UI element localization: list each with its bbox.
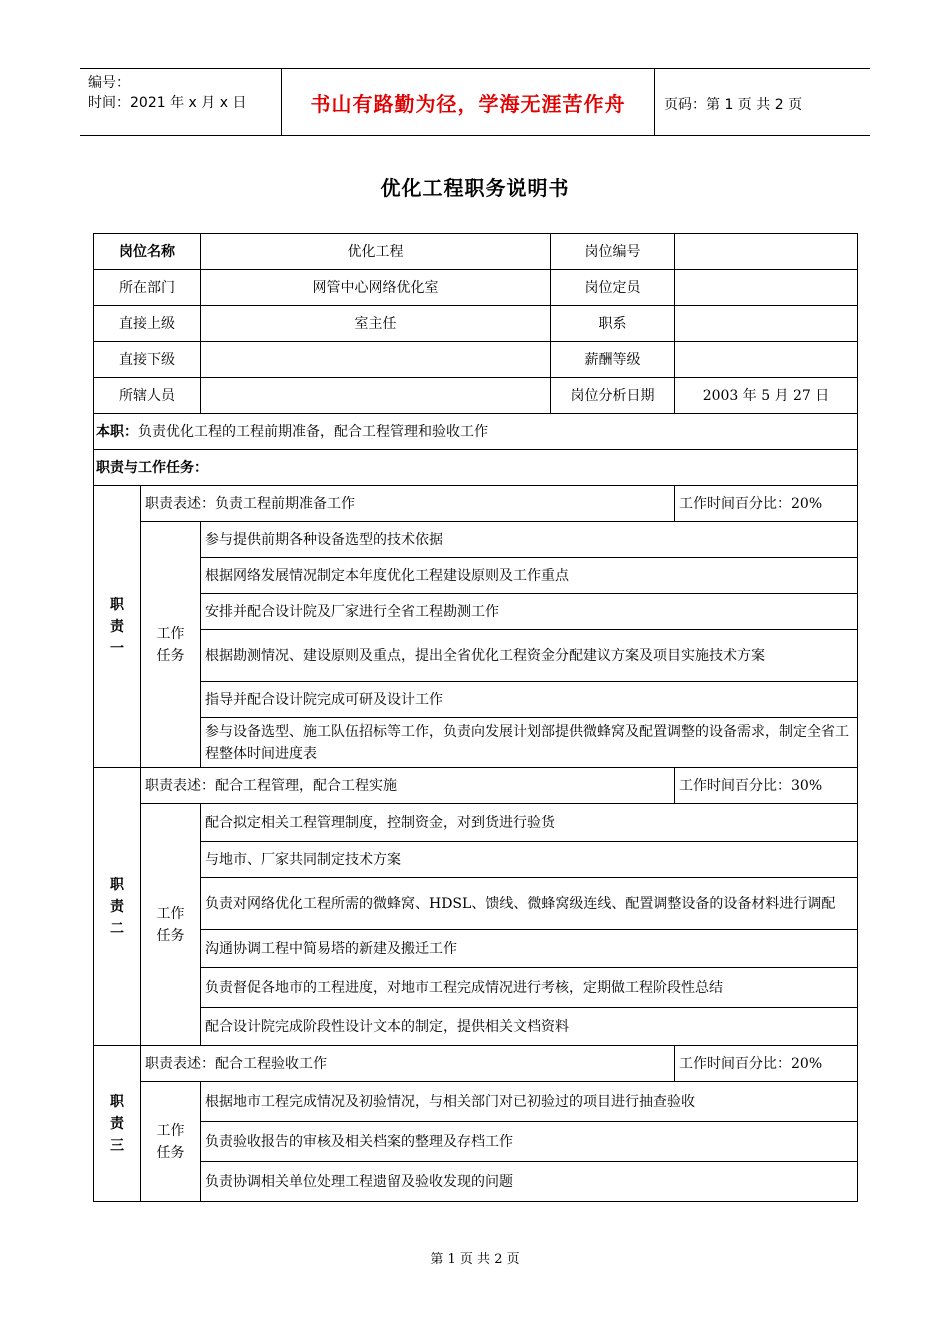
duties-section-label: 职责与工作任务： <box>94 450 858 486</box>
info-value: 2003 年 5 月 27 日 <box>675 378 858 414</box>
task-item: 指导并配合设计院完成可研及设计工作 <box>201 682 858 718</box>
task-row <box>94 718 858 768</box>
info-label: 岗位分析日期 <box>551 378 675 414</box>
task-row <box>94 522 858 558</box>
task-row <box>94 594 858 630</box>
info-value <box>201 342 551 378</box>
info-row <box>94 378 858 414</box>
work-task-label <box>141 522 201 768</box>
task-item: 配合设计院完成阶段性设计文本的制定，提供相关文档资料 <box>201 1008 858 1046</box>
info-row <box>94 306 858 342</box>
task-row <box>94 842 858 878</box>
task-row <box>94 878 858 930</box>
duty-description: 职责表述：配合工程验收工作 <box>141 1046 675 1082</box>
task-item: 根据勘测情况、建设原则及重点，提出全省优化工程资金分配建议方案及项目实施技术方案 <box>201 630 858 682</box>
task-item: 负责对网络优化工程所需的微蜂窝、HDSL、馈线、微蜂窝级连线、配置调整设备的设备材料进行调配 <box>201 878 858 930</box>
work-task-label <box>141 1082 201 1202</box>
duty-description-row <box>94 1046 858 1082</box>
duty-description: 职责表述：配合工程管理，配合工程实施 <box>141 768 675 804</box>
info-value <box>675 234 858 270</box>
task-item: 配合拟定相关工程管理制度，控制资金，对到货进行验货 <box>201 804 858 842</box>
duty-description: 职责表述：负责工程前期准备工作 <box>141 486 675 522</box>
task-item: 负责验收报告的审核及相关档案的整理及存档工作 <box>201 1122 858 1162</box>
info-value: 网管中心网络优化室 <box>201 270 551 306</box>
header-left <box>88 73 246 113</box>
info-value <box>675 270 858 306</box>
main-duty-row <box>94 414 858 450</box>
duty-label-char: 责 <box>110 1115 124 1132</box>
info-row <box>94 234 858 270</box>
info-row <box>94 342 858 378</box>
info-label: 薪酬等级 <box>551 342 675 378</box>
doc-date: 时间：2021 年 x 月 x 日 <box>88 95 247 111</box>
info-label: 岗位编号 <box>551 234 675 270</box>
info-label: 所辖人员 <box>94 378 201 414</box>
task-item: 负责协调相关单位处理工程遗留及验收发现的问题 <box>201 1162 858 1202</box>
main-duty-cell <box>94 414 858 450</box>
duty-time-percent: 工作时间百分比：30% <box>675 768 858 804</box>
page-header <box>80 68 870 136</box>
header-motto-box <box>281 69 655 135</box>
work-task-label <box>141 804 201 1046</box>
info-value <box>201 378 551 414</box>
info-value: 室主任 <box>201 306 551 342</box>
duty-label-char: 职 <box>110 596 124 613</box>
doc-code-label: 编号： <box>88 75 130 91</box>
task-row <box>94 1122 858 1162</box>
info-label: 直接下级 <box>94 342 201 378</box>
main-duty-text: 负责优化工程的工程前期准备，配合工程管理和验收工作 <box>138 423 488 440</box>
main-duty-label: 本职： <box>96 423 138 440</box>
task-row <box>94 682 858 718</box>
duty-label-char: 一 <box>110 640 124 657</box>
task-item: 根据地市工程完成情况及初验情况，与相关部门对已初验过的项目进行抽查验收 <box>201 1082 858 1122</box>
task-row <box>94 630 858 682</box>
motto-text: 书山有路勤为径，学海无涯苦作舟 <box>310 91 626 116</box>
duty-label <box>94 486 141 768</box>
info-row <box>94 270 858 306</box>
duty-description-row <box>94 486 858 522</box>
job-description-table <box>93 233 858 1202</box>
work-task-label-line: 任务 <box>156 647 185 664</box>
info-label: 岗位名称 <box>94 234 201 270</box>
task-row <box>94 1162 858 1202</box>
duty-label-char: 职 <box>110 1093 124 1110</box>
task-row <box>94 1082 858 1122</box>
task-row <box>94 804 858 842</box>
task-item: 与地市、厂家共同制定技术方案 <box>201 842 858 878</box>
work-task-label-line: 任务 <box>156 1144 185 1161</box>
duty-label <box>94 1046 141 1202</box>
work-task-label-line: 工作 <box>156 1122 185 1139</box>
duty-label-char: 二 <box>110 920 124 937</box>
duty-label <box>94 768 141 1046</box>
task-item: 根据网络发展情况制定本年度优化工程建设原则及工作重点 <box>201 558 858 594</box>
task-item: 安排并配合设计院及厂家进行全省工程勘测工作 <box>201 594 858 630</box>
task-row <box>94 558 858 594</box>
work-task-label-line: 任务 <box>156 927 185 944</box>
info-value: 优化工程 <box>201 234 551 270</box>
task-item: 参与设备选型、施工队伍招标等工作，负责向发展计划部提供微蜂窝及配置调整的设备需求，制定全省工程整体时间进度表 <box>201 718 858 768</box>
info-value <box>675 342 858 378</box>
task-row <box>94 930 858 968</box>
info-label: 所在部门 <box>94 270 201 306</box>
document-title: 优化工程职务说明书 <box>380 176 570 200</box>
work-task-label-line: 工作 <box>156 905 185 922</box>
duty-time-percent: 工作时间百分比：20% <box>675 486 858 522</box>
work-task-label-line: 工作 <box>156 625 185 642</box>
duty-label-char: 职 <box>110 876 124 893</box>
info-label: 岗位定员 <box>551 270 675 306</box>
header-page-info: 页码：第 1 页 共 2 页 <box>664 97 803 113</box>
task-item: 参与提供前期各种设备选型的技术依据 <box>201 522 858 558</box>
task-item: 负责督促各地市的工程进度，对地市工程完成情况进行考核，定期做工程阶段性总结 <box>201 968 858 1008</box>
page-footer: 第 1 页 共 2 页 <box>430 1252 520 1267</box>
duty-time-percent: 工作时间百分比：20% <box>675 1046 858 1082</box>
duty-label-char: 责 <box>110 618 124 635</box>
info-label: 职系 <box>551 306 675 342</box>
duty-description-row <box>94 768 858 804</box>
info-label: 直接上级 <box>94 306 201 342</box>
task-item: 沟通协调工程中简易塔的新建及搬迁工作 <box>201 930 858 968</box>
duty-label-char: 责 <box>110 898 124 915</box>
duties-section-row <box>94 450 858 486</box>
task-row <box>94 1008 858 1046</box>
info-value <box>675 306 858 342</box>
task-row <box>94 968 858 1008</box>
duty-label-char: 三 <box>110 1137 124 1154</box>
